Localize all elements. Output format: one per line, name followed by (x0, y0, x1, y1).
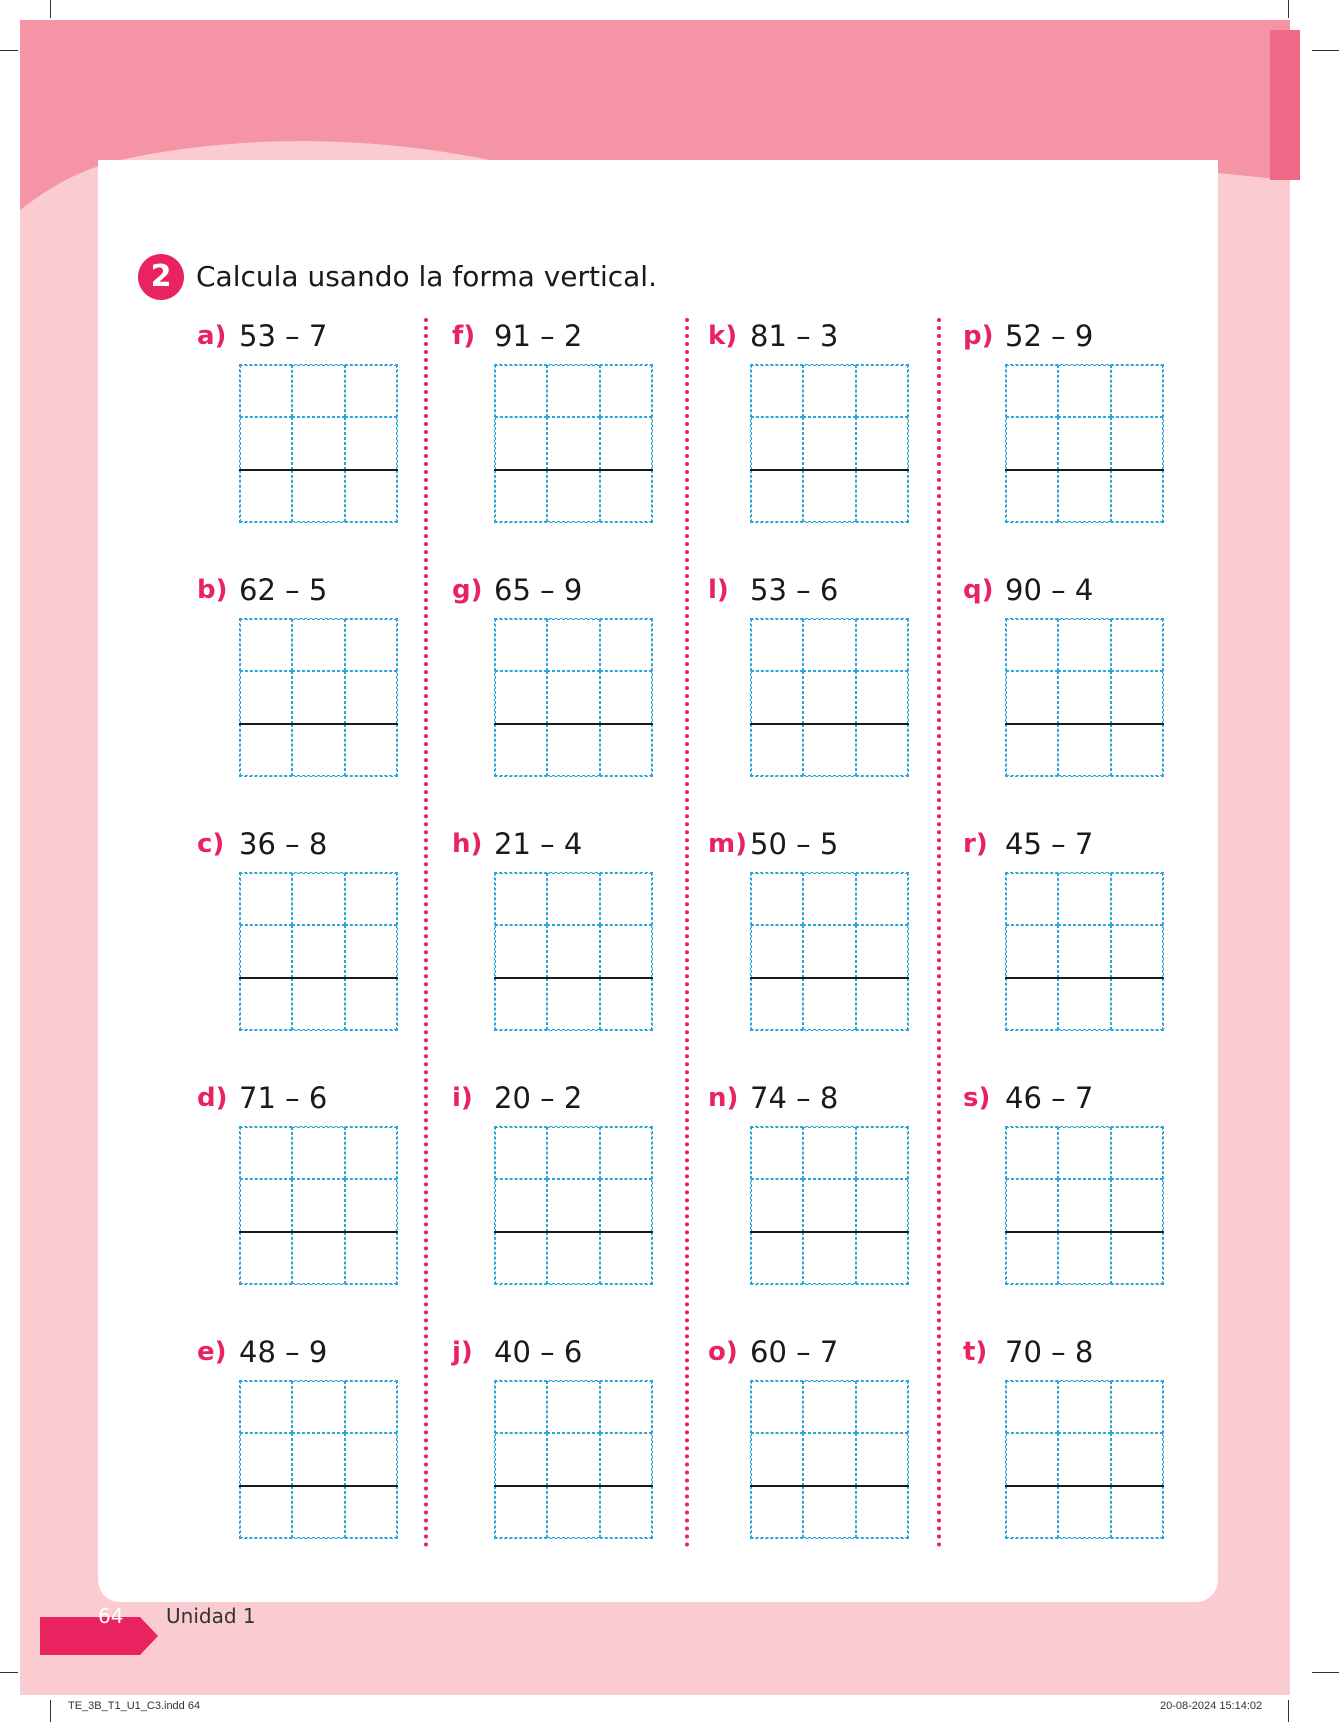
answer-cell[interactable] (547, 925, 599, 977)
answer-cell[interactable] (547, 671, 599, 723)
answer-cell[interactable] (345, 1179, 397, 1231)
answer-cell[interactable] (600, 1179, 652, 1231)
answer-cell[interactable] (751, 1433, 803, 1485)
answer-cell[interactable] (495, 925, 547, 977)
answer-cell[interactable] (803, 873, 855, 925)
answer-cell[interactable] (1006, 365, 1058, 417)
exercise-label: p) (963, 321, 994, 351)
result-line (1005, 469, 1164, 471)
exercise-item (452, 826, 672, 1046)
exercise-item (197, 1334, 417, 1554)
answer-cell[interactable] (495, 671, 547, 723)
answer-cell[interactable] (1006, 1486, 1058, 1538)
answer-cell[interactable] (345, 619, 397, 671)
answer-cell[interactable] (1111, 1232, 1163, 1284)
answer-cell[interactable] (292, 1381, 344, 1433)
answer-cell[interactable] (1111, 925, 1163, 977)
answer-cell[interactable] (803, 1127, 855, 1179)
answer-cell[interactable] (240, 470, 292, 522)
exercise-item (452, 572, 672, 792)
answer-cell[interactable] (751, 724, 803, 776)
print-timestamp: 20-08-2024 15:14:02 (1160, 1700, 1263, 1712)
instruction-text: Calcula usando la forma vertical. (196, 260, 657, 293)
exercise-expression: 48 – 9 (239, 1335, 328, 1369)
result-line (750, 723, 909, 725)
answer-cell[interactable] (856, 1127, 908, 1179)
answer-cell[interactable] (1006, 724, 1058, 776)
answer-cell[interactable] (1058, 417, 1110, 469)
result-line (494, 1485, 653, 1487)
exercise-label: a) (197, 321, 227, 351)
result-line (750, 1485, 909, 1487)
answer-cell[interactable] (1111, 1127, 1163, 1179)
answer-cell[interactable] (240, 1179, 292, 1231)
answer-cell[interactable] (1006, 1232, 1058, 1284)
answer-cell[interactable] (292, 417, 344, 469)
answer-cell[interactable] (856, 1486, 908, 1538)
answer-cell[interactable] (751, 1232, 803, 1284)
exercise-item (197, 826, 417, 1046)
exercise-label: n) (708, 1083, 739, 1113)
exercise-expression: 40 – 6 (494, 1335, 583, 1369)
exercise-expression: 36 – 8 (239, 827, 328, 861)
exercise-label: e) (197, 1337, 227, 1367)
result-line (750, 977, 909, 979)
exercise-item (708, 1080, 928, 1300)
answer-cell[interactable] (600, 1381, 652, 1433)
answer-cell[interactable] (600, 365, 652, 417)
answer-grid (494, 1126, 653, 1285)
answer-grid (494, 618, 653, 777)
answer-cell[interactable] (856, 671, 908, 723)
answer-cell[interactable] (1058, 1433, 1110, 1485)
answer-cell[interactable] (547, 417, 599, 469)
exercise-item (452, 1080, 672, 1300)
result-line (1005, 1485, 1164, 1487)
answer-cell[interactable] (751, 1381, 803, 1433)
answer-cell[interactable] (292, 470, 344, 522)
exercise-label: b) (197, 575, 228, 605)
answer-grid (750, 1380, 909, 1539)
answer-cell[interactable] (1058, 1381, 1110, 1433)
answer-grid (239, 364, 398, 523)
crop-mark (0, 1672, 18, 1673)
exercise-label: f) (452, 321, 476, 351)
answer-cell[interactable] (292, 873, 344, 925)
answer-cell[interactable] (751, 925, 803, 977)
answer-cell[interactable] (803, 365, 855, 417)
answer-cell[interactable] (345, 470, 397, 522)
answer-cell[interactable] (292, 1486, 344, 1538)
answer-cell[interactable] (345, 417, 397, 469)
answer-cell[interactable] (292, 619, 344, 671)
column-divider (424, 318, 428, 1548)
exercise-expression: 53 – 6 (750, 573, 839, 607)
answer-cell[interactable] (751, 978, 803, 1030)
exercise-item (963, 1080, 1183, 1300)
answer-cell[interactable] (495, 1381, 547, 1433)
answer-cell[interactable] (803, 671, 855, 723)
answer-cell[interactable] (495, 1232, 547, 1284)
answer-cell[interactable] (1006, 470, 1058, 522)
exercise-expression: 71 – 6 (239, 1081, 328, 1115)
exercise-expression: 53 – 7 (239, 319, 328, 353)
answer-cell[interactable] (240, 1486, 292, 1538)
answer-cell[interactable] (856, 470, 908, 522)
edge-strip (1270, 30, 1300, 180)
answer-cell[interactable] (856, 1179, 908, 1231)
answer-cell[interactable] (292, 365, 344, 417)
result-line (239, 1231, 398, 1233)
answer-grid (239, 618, 398, 777)
result-line (494, 469, 653, 471)
result-line (239, 469, 398, 471)
answer-cell[interactable] (1006, 873, 1058, 925)
answer-cell[interactable] (1006, 978, 1058, 1030)
exercise-item (708, 1334, 928, 1554)
answer-cell[interactable] (1058, 1179, 1110, 1231)
exercise-expression: 91 – 2 (494, 319, 583, 353)
answer-cell[interactable] (495, 365, 547, 417)
answer-cell[interactable] (1111, 724, 1163, 776)
exercise-label: j) (452, 1337, 473, 1367)
answer-cell[interactable] (600, 724, 652, 776)
answer-cell[interactable] (495, 417, 547, 469)
answer-cell[interactable] (495, 724, 547, 776)
answer-cell[interactable] (547, 1232, 599, 1284)
result-line (750, 1231, 909, 1233)
answer-cell[interactable] (600, 1127, 652, 1179)
answer-cell[interactable] (1111, 1179, 1163, 1231)
answer-cell[interactable] (345, 1433, 397, 1485)
answer-cell[interactable] (292, 1232, 344, 1284)
answer-cell[interactable] (495, 1433, 547, 1485)
exercise-expression: 60 – 7 (750, 1335, 839, 1369)
answer-cell[interactable] (751, 365, 803, 417)
answer-cell[interactable] (345, 925, 397, 977)
answer-cell[interactable] (1111, 1433, 1163, 1485)
answer-cell[interactable] (292, 724, 344, 776)
answer-grid (750, 618, 909, 777)
answer-cell[interactable] (856, 925, 908, 977)
answer-cell[interactable] (1006, 1433, 1058, 1485)
exercise-expression: 52 – 9 (1005, 319, 1094, 353)
answer-cell[interactable] (1111, 1486, 1163, 1538)
answer-cell[interactable] (345, 724, 397, 776)
answer-cell[interactable] (751, 1486, 803, 1538)
answer-cell[interactable] (1058, 724, 1110, 776)
exercise-label: t) (963, 1337, 988, 1367)
exercise-item (963, 1334, 1183, 1554)
result-line (494, 977, 653, 979)
result-line (1005, 1231, 1164, 1233)
answer-cell[interactable] (803, 1232, 855, 1284)
answer-cell[interactable] (1058, 925, 1110, 977)
column-divider (685, 318, 689, 1548)
answer-cell[interactable] (856, 978, 908, 1030)
answer-cell[interactable] (240, 365, 292, 417)
exercise-item (708, 826, 928, 1046)
answer-cell[interactable] (345, 1127, 397, 1179)
answer-cell[interactable] (240, 1433, 292, 1485)
answer-cell[interactable] (240, 1232, 292, 1284)
answer-cell[interactable] (803, 1179, 855, 1231)
answer-cell[interactable] (1058, 671, 1110, 723)
answer-cell[interactable] (803, 724, 855, 776)
answer-cell[interactable] (1111, 470, 1163, 522)
result-line (494, 1231, 653, 1233)
answer-cell[interactable] (292, 1179, 344, 1231)
answer-cell[interactable] (345, 365, 397, 417)
exercise-item (963, 826, 1183, 1046)
answer-cell[interactable] (600, 1486, 652, 1538)
answer-cell[interactable] (1111, 978, 1163, 1030)
exercise-item (452, 318, 672, 538)
answer-cell[interactable] (856, 873, 908, 925)
answer-cell[interactable] (600, 619, 652, 671)
exercise-expression: 45 – 7 (1005, 827, 1094, 861)
answer-cell[interactable] (856, 1232, 908, 1284)
exercise-item (708, 318, 928, 538)
crop-mark (1288, 1700, 1289, 1722)
answer-cell[interactable] (1058, 873, 1110, 925)
answer-cell[interactable] (856, 619, 908, 671)
exercise-item (963, 318, 1183, 538)
answer-cell[interactable] (751, 1179, 803, 1231)
answer-cell[interactable] (547, 724, 599, 776)
answer-cell[interactable] (856, 1381, 908, 1433)
exercise-expression: 90 – 4 (1005, 573, 1094, 607)
exercise-expression: 62 – 5 (239, 573, 328, 607)
answer-cell[interactable] (495, 1486, 547, 1538)
answer-cell[interactable] (547, 365, 599, 417)
exercise-expression: 70 – 8 (1005, 1335, 1094, 1369)
answer-cell[interactable] (240, 619, 292, 671)
exercise-expression: 21 – 4 (494, 827, 583, 861)
crop-mark (1312, 1672, 1339, 1673)
answer-grid (1005, 618, 1164, 777)
answer-cell[interactable] (803, 470, 855, 522)
answer-cell[interactable] (856, 724, 908, 776)
answer-cell[interactable] (600, 1232, 652, 1284)
answer-cell[interactable] (600, 417, 652, 469)
exercise-label: h) (452, 829, 483, 859)
exercise-label: l) (708, 575, 729, 605)
answer-cell[interactable] (1111, 365, 1163, 417)
answer-grid (494, 364, 653, 523)
answer-cell[interactable] (495, 619, 547, 671)
exercise-label: i) (452, 1083, 473, 1113)
answer-cell[interactable] (600, 873, 652, 925)
answer-cell[interactable] (1058, 470, 1110, 522)
answer-cell[interactable] (856, 1433, 908, 1485)
answer-cell[interactable] (547, 1486, 599, 1538)
answer-grid (750, 364, 909, 523)
answer-cell[interactable] (547, 873, 599, 925)
answer-cell[interactable] (495, 978, 547, 1030)
crop-mark (50, 1700, 51, 1722)
answer-grid (494, 872, 653, 1031)
answer-grid (239, 872, 398, 1031)
answer-cell[interactable] (345, 1381, 397, 1433)
exercise-expression: 20 – 2 (494, 1081, 583, 1115)
result-line (239, 723, 398, 725)
exercise-label: d) (197, 1083, 228, 1113)
exercise-label: r) (963, 829, 988, 859)
answer-cell[interactable] (803, 925, 855, 977)
exercise-expression: 74 – 8 (750, 1081, 839, 1115)
exercise-item (963, 572, 1183, 792)
answer-cell[interactable] (240, 671, 292, 723)
result-line (1005, 723, 1164, 725)
answer-grid (750, 1126, 909, 1285)
answer-cell[interactable] (495, 1179, 547, 1231)
crop-mark (1312, 50, 1339, 51)
exercise-item (452, 1334, 672, 1554)
answer-cell[interactable] (600, 1433, 652, 1485)
answer-cell[interactable] (1006, 671, 1058, 723)
answer-cell[interactable] (1006, 619, 1058, 671)
answer-cell[interactable] (292, 925, 344, 977)
exercise-label: k) (708, 321, 738, 351)
answer-cell[interactable] (803, 1433, 855, 1485)
exercise-label: c) (197, 829, 225, 859)
answer-cell[interactable] (803, 619, 855, 671)
result-line (494, 723, 653, 725)
exercise-expression: 46 – 7 (1005, 1081, 1094, 1115)
answer-cell[interactable] (547, 1381, 599, 1433)
answer-cell[interactable] (292, 1433, 344, 1485)
answer-cell[interactable] (547, 619, 599, 671)
print-file-info: TE_3B_T1_U1_C3.indd 64 (68, 1700, 201, 1712)
answer-cell[interactable] (803, 417, 855, 469)
answer-cell[interactable] (600, 978, 652, 1030)
page-number: 64 (98, 1604, 124, 1628)
answer-cell[interactable] (1006, 1179, 1058, 1231)
answer-cell[interactable] (751, 1127, 803, 1179)
answer-cell[interactable] (292, 671, 344, 723)
answer-cell[interactable] (345, 671, 397, 723)
answer-cell[interactable] (856, 417, 908, 469)
answer-cell[interactable] (240, 925, 292, 977)
exercise-label: m) (708, 829, 747, 859)
answer-grid (750, 872, 909, 1031)
answer-cell[interactable] (495, 470, 547, 522)
exercise-label: q) (963, 575, 994, 605)
answer-cell[interactable] (240, 1381, 292, 1433)
answer-cell[interactable] (547, 1179, 599, 1231)
exercise-item (197, 1080, 417, 1300)
answer-cell[interactable] (1111, 619, 1163, 671)
answer-cell[interactable] (547, 1127, 599, 1179)
answer-cell[interactable] (1111, 671, 1163, 723)
exercise-label: s) (963, 1083, 991, 1113)
answer-grid (494, 1380, 653, 1539)
answer-cell[interactable] (803, 1381, 855, 1433)
result-line (239, 1485, 398, 1487)
answer-grid (1005, 1380, 1164, 1539)
result-line (239, 977, 398, 979)
answer-cell[interactable] (1006, 1127, 1058, 1179)
answer-cell[interactable] (495, 873, 547, 925)
exercise-item (708, 572, 928, 792)
answer-cell[interactable] (292, 1127, 344, 1179)
answer-cell[interactable] (1058, 1486, 1110, 1538)
answer-cell[interactable] (751, 470, 803, 522)
answer-cell[interactable] (547, 470, 599, 522)
answer-cell[interactable] (240, 873, 292, 925)
result-line (750, 469, 909, 471)
unit-label: Unidad 1 (166, 1604, 256, 1628)
answer-cell[interactable] (1058, 1232, 1110, 1284)
answer-cell[interactable] (1111, 873, 1163, 925)
answer-cell[interactable] (345, 1486, 397, 1538)
answer-grid (1005, 364, 1164, 523)
column-divider (937, 318, 941, 1548)
answer-cell[interactable] (1058, 619, 1110, 671)
result-line (1005, 977, 1164, 979)
crop-mark (0, 50, 18, 51)
answer-cell[interactable] (240, 417, 292, 469)
exercise-expression: 50 – 5 (750, 827, 839, 861)
answer-cell[interactable] (600, 671, 652, 723)
exercise-expression: 65 – 9 (494, 573, 583, 607)
answer-cell[interactable] (1006, 1381, 1058, 1433)
exercise-item (197, 572, 417, 792)
exercise-expression: 81 – 3 (750, 319, 839, 353)
answer-cell[interactable] (1058, 978, 1110, 1030)
answer-cell[interactable] (751, 417, 803, 469)
answer-cell[interactable] (1058, 1127, 1110, 1179)
answer-cell[interactable] (240, 978, 292, 1030)
answer-cell[interactable] (345, 978, 397, 1030)
answer-cell[interactable] (292, 978, 344, 1030)
answer-cell[interactable] (751, 873, 803, 925)
crop-mark (1288, 0, 1289, 18)
answer-cell[interactable] (495, 1127, 547, 1179)
answer-cell[interactable] (1006, 925, 1058, 977)
answer-grid (239, 1380, 398, 1539)
answer-cell[interactable] (751, 671, 803, 723)
exercise-item (197, 318, 417, 538)
answer-cell[interactable] (1111, 417, 1163, 469)
answer-cell[interactable] (600, 470, 652, 522)
exercise-number-badge: 2 (138, 254, 184, 300)
answer-cell[interactable] (1111, 1381, 1163, 1433)
answer-cell[interactable] (600, 925, 652, 977)
answer-cell[interactable] (751, 619, 803, 671)
answer-grid (239, 1126, 398, 1285)
answer-grid (1005, 872, 1164, 1031)
answer-cell[interactable] (547, 1433, 599, 1485)
answer-cell[interactable] (240, 724, 292, 776)
answer-cell[interactable] (547, 978, 599, 1030)
answer-cell[interactable] (856, 365, 908, 417)
answer-cell[interactable] (240, 1127, 292, 1179)
answer-cell[interactable] (345, 1232, 397, 1284)
answer-cell[interactable] (345, 873, 397, 925)
crop-mark (50, 0, 51, 18)
exercise-label: o) (708, 1337, 738, 1367)
exercise-label: g) (452, 575, 483, 605)
answer-cell[interactable] (1006, 417, 1058, 469)
answer-cell[interactable] (1058, 365, 1110, 417)
answer-grid (1005, 1126, 1164, 1285)
answer-cell[interactable] (803, 1486, 855, 1538)
answer-cell[interactable] (803, 978, 855, 1030)
